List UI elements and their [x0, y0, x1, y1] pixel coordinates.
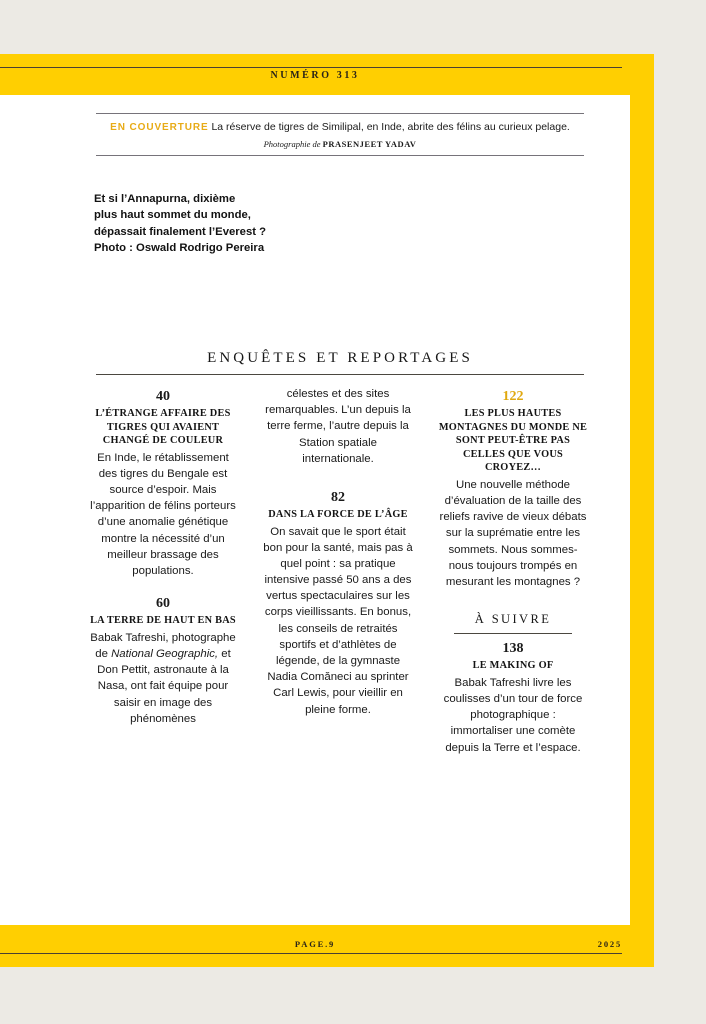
entry-body-continuation	[262, 386, 414, 467]
entry-title: L’ÉTRANGE AFFAIRE DES TIGRES QUI AVAIENT CHANGÉ DE COULEUR	[95, 408, 231, 447]
entry-page-number: 82	[331, 489, 345, 505]
entry-page-number: 40	[156, 389, 170, 404]
entry-body-pre: Babak Tafreshi, photographe de	[90, 631, 236, 660]
masthead-rule	[0, 67, 622, 68]
a-suivre-section	[438, 612, 588, 756]
entry-body: Une nouvelle méthode d’évaluation de la taille des reliefs ravive de vieux débats sur la suprématie entre les sommets. Nous sommes-nous toujours trompés en mesurant les montagnes ?	[439, 478, 587, 589]
section-title: ENQUÊTES ET REPORTAGES	[207, 350, 473, 366]
footer-year: 2025	[597, 939, 622, 949]
entry-page-number: 138	[502, 641, 524, 657]
entry-body-italic: National Geographic,	[111, 648, 219, 660]
toc-entry[interactable]	[88, 593, 238, 727]
toc-entry[interactable]	[438, 386, 588, 590]
entry-body: On savait que le sport était bon pour la santé, mais pas à quel point : sa pratique intensive passé 50 ans a des vertus spectaculaires sur les corps vieillissants. En bonus, les conseils de retraités sportifs et d’athlètes de légende, de la gymnaste Nadia Comăneci au sprinter Carl Lewis, pour vieillir en pleine forme.	[263, 525, 413, 716]
a-suivre-heading: À SUIVRE	[474, 612, 552, 627]
cover-caption-line	[96, 114, 584, 136]
entry-body: Babak Tafreshi livre les coulisses d’un tour de force photographique : immortaliser une comète depuis la Terre et l’espace.	[443, 676, 583, 754]
continuation-pre: célestes et des sites remarquables. L’un depuis la terre ferme, l’autre depuis la	[265, 388, 411, 433]
toc-entry[interactable]	[438, 638, 588, 756]
footer-rule	[0, 953, 622, 954]
entry-title: LE MAKING OF	[472, 660, 554, 672]
teaser-line-3: dépassait finalement l’Everest ?	[94, 225, 267, 238]
cover-photo-credit	[96, 136, 584, 155]
column-left	[88, 386, 238, 770]
teaser-line-2: plus haut sommet du monde,	[94, 209, 251, 222]
entry-body	[88, 630, 238, 727]
cover-teaser	[94, 191, 394, 256]
column-middle	[262, 386, 414, 770]
entry-body: En Inde, le rétablissement des tigres du Bengale est source d’espoir. Mais l’apparition de félins porteurs d’une anomalie génétique montre la nécessité d’un meilleur brassage des populations.	[90, 451, 236, 578]
column-right	[438, 386, 588, 770]
teaser-line-1: Et si l’Annapurna, dixième	[94, 193, 236, 205]
section-rule	[96, 374, 584, 375]
entry-title: LA TERRE DE HAUT EN BAS	[90, 615, 236, 627]
issue-number-label: NUMÉRO 313	[270, 70, 360, 81]
entry-title: LES PLUS HAUTES MONTAGNES DU MONDE NE SONT PEUT-ÊTRE PAS CELLES QUE VOUS CROYEZ…	[438, 408, 588, 474]
cover-photographer-name: PRASENJEET YADAV	[322, 138, 417, 149]
footer	[0, 925, 654, 967]
toc-entry[interactable]	[88, 386, 238, 579]
a-suivre-rule	[454, 633, 572, 634]
cover-rule-bottom	[96, 155, 584, 156]
teaser-line-4: Photo : Oswald Rodrigo Pereira	[94, 241, 265, 254]
cover-credit-block	[96, 113, 584, 156]
masthead	[0, 54, 654, 95]
toc-entry[interactable]	[262, 487, 414, 718]
cover-kicker: EN COUVERTURE	[110, 122, 209, 133]
section-heading	[96, 350, 584, 375]
footer-page-label: PAGE.9	[294, 939, 336, 949]
contents-columns	[88, 386, 588, 770]
entry-title: DANS LA FORCE DE L’ÂGE	[268, 508, 408, 520]
cover-caption-text: La réserve de tigres de Similipal, en Inde, abrite des félins au curieux pelage.	[211, 121, 570, 133]
entry-page-number: 122	[502, 389, 524, 404]
entry-page-number: 60	[156, 596, 170, 612]
cover-credit-prefix: Photographie de	[263, 138, 321, 149]
entry-body-post: et Don Pettit, astronaute à la Nasa, ont fait équipe pour saisir en image des phénomènes	[97, 648, 231, 725]
continuation-italic: Station spatiale internationale.	[299, 436, 377, 465]
